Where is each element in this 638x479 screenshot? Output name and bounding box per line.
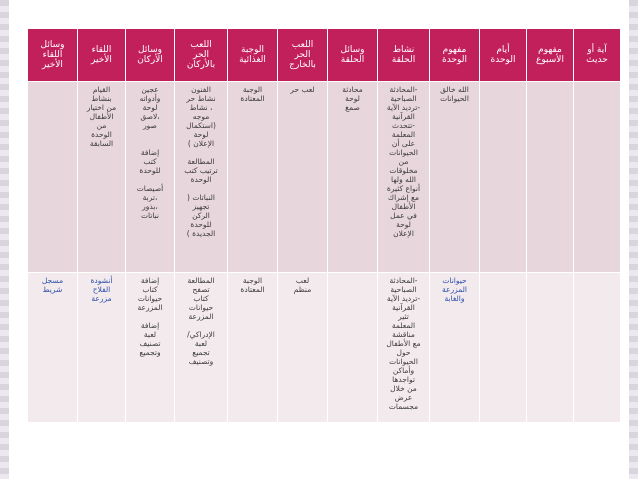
header-meal: الوجبة الغذائية: [228, 29, 278, 82]
table-cell: عجين وأدواته لوحة ،لاصق صور إضافة كتب للوحدة أصيصات ،تربة ،بذور نباتات: [126, 82, 175, 273]
table-cell: مسجل شريط: [28, 273, 78, 423]
table-cell: [328, 273, 378, 423]
table-cell: [28, 82, 78, 273]
table-cell: أنشودة الفلاح مزرعة: [78, 273, 126, 423]
unit-plan-table: [27, 28, 621, 423]
header-unit-days: أيام الوحدة: [480, 29, 527, 82]
table-cell: الوجبة المعتادة: [228, 82, 278, 273]
table-cell: الفنون نشاط حر ، نشاط موجه (استكمال لوحة الإعلان ) المطالعة ترتيب كتب الوحدة النباتات ( تجهيز الركن للوحدة الجديدة ): [175, 82, 228, 273]
table-cell: -المحادثة الصباحية -ترديد الآية القرآنية تثير المعلمة مناقشة مع الأطفال حول الحيوانات وأماكن تواجدها من خلال عرض مجسمات: [378, 273, 430, 423]
header-outdoor-free-play: اللعب الحر بالخارج: [278, 29, 328, 82]
header-unit-concept: مفهوم الوحدة: [430, 29, 480, 82]
table-cell: الله خالق الحيوانات: [430, 82, 480, 273]
decorative-right-border: [629, 0, 638, 479]
table-cell: القيام بنشاط من اختيار الأطفال من الوحدة السابقة: [78, 82, 126, 273]
table-cell: الوجبة المعتادة: [228, 273, 278, 423]
table-cell: محادثة لوحة صمغ: [328, 82, 378, 273]
header-final-meeting-tools: وسائل اللقاء الأخير: [28, 29, 78, 82]
table-cell: -المحادثة الصباحية -ترديد الآية القرآنية -تتحدث المعلمة على أن الحيوانات من مخلوقات الله ولها أنواع كثيرة مع إشراك الأطفال في عمل لوحة الإعلان: [378, 82, 430, 273]
header-corners-tools: وسائل الأركان: [126, 29, 175, 82]
table-cell: [574, 82, 621, 273]
table-cell: [574, 273, 621, 423]
table-cell: حيوانات المزرعة والغابة: [430, 273, 480, 423]
header-final-meeting: اللقاء الأخير: [78, 29, 126, 82]
table-cell: إضافة كتاب حيوانات المزرعة إضافة لعبة تصنيف وتجميع: [126, 273, 175, 423]
table-cell: لعب منظم: [278, 273, 328, 423]
header-circle-tools: وسائل الحلقة: [328, 29, 378, 82]
table-cell: [527, 82, 574, 273]
table-row: [28, 82, 621, 273]
header-circle-activity: نشاط الحلقة: [378, 29, 430, 82]
header-week-concept: مفهوم الأسبوع: [527, 29, 574, 82]
table-cell: [480, 82, 527, 273]
decorative-left-border: [0, 0, 9, 479]
table-row: [28, 273, 621, 423]
table-cell: المطالعة تصفح كتاب حيوانات المزرعة الإدراكي/ لعبة تجميع وتصنيف: [175, 273, 228, 423]
header-corners-free-play: اللعب الحر بالأركان: [175, 29, 228, 82]
table-header-row: [28, 29, 621, 82]
header-verse-hadith: آية أو حديث: [574, 29, 621, 82]
table-cell: [480, 273, 527, 423]
table-cell: [527, 273, 574, 423]
table-cell: لعب حر: [278, 82, 328, 273]
